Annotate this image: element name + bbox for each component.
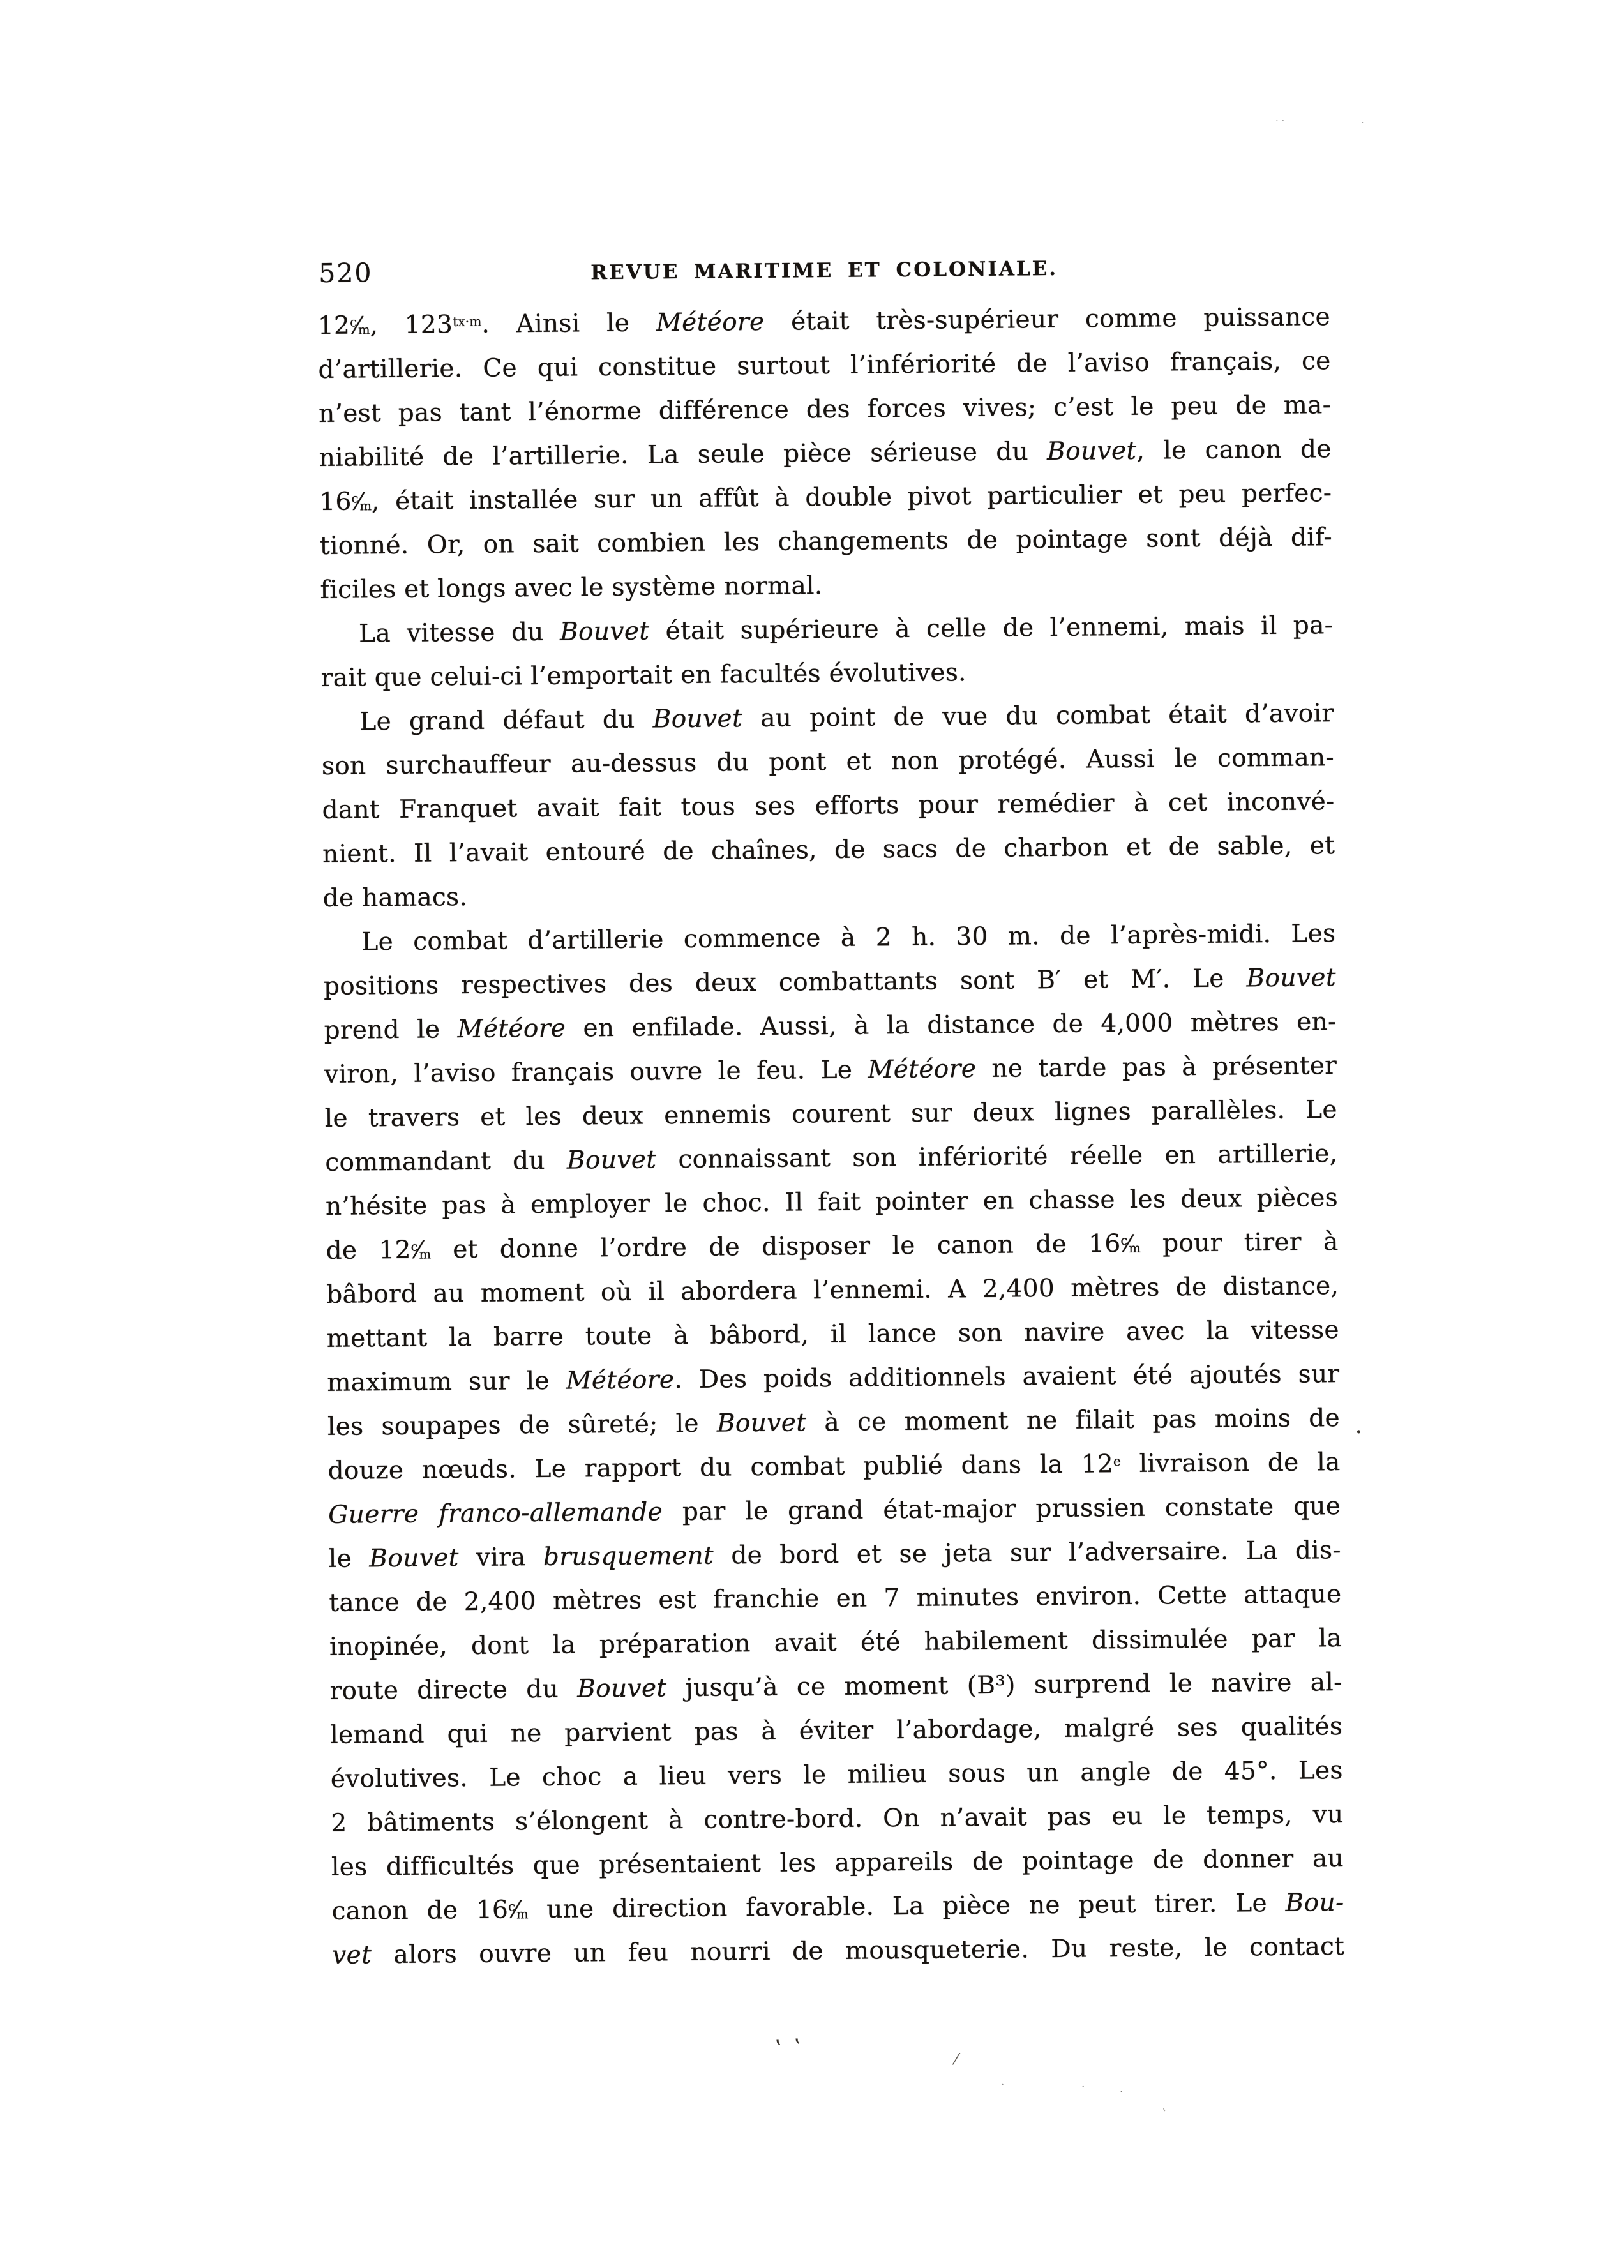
plain-text: alors ouvre un feu nourri de mousqueterie. Du reste, le contact	[372, 1932, 1345, 1970]
plain-text: n’hésite pas à employer le choc. Il fait pointer en chasse les deux pièces	[325, 1183, 1339, 1221]
plain-text: le travers et les deux ennemis courent sur deux lignes parallèles. Le	[324, 1095, 1337, 1133]
scan-speck: ·	[1361, 117, 1364, 128]
plain-text: de 12	[326, 1235, 411, 1265]
plain-text: de bord et se jeta sur l’adversaire. La dis-	[713, 1536, 1341, 1570]
plain-text: une direction favorable. La pièce ne peut tirer. Le	[528, 1888, 1286, 1925]
cm-fraction: $^c⁄_m$	[351, 488, 372, 516]
cm-fraction: $^c⁄_m$	[350, 312, 370, 340]
plain-text: au point de vue du combat était d’avoir	[742, 699, 1334, 733]
plain-text: , 123	[370, 310, 453, 340]
plain-text: jusqu’à ce moment (B³) surprend le navire al-	[666, 1668, 1342, 1703]
plain-text: ne tarde pas à présenter	[976, 1051, 1337, 1084]
plain-text: n’est pas tant l’énorme différence des forces vives; c’est le peu de ma-	[318, 391, 1332, 428]
plain-text: dant Franquet avait fait tous ses efforts pour remédier à cet inconvé-	[322, 787, 1335, 825]
scan-speck: ʽ	[1162, 2105, 1166, 2121]
plain-text: connaissant son infériorité réelle en artillerie,	[656, 1139, 1338, 1175]
italic-text: Bouvet	[559, 617, 650, 647]
plain-text: à ce moment ne filait pas moins de	[806, 1404, 1341, 1438]
plain-text: viron, l’aviso français ouvre le feu. Le	[324, 1055, 868, 1089]
text-line	[332, 1925, 1345, 1978]
plain-text: vira	[458, 1542, 544, 1573]
plain-text: et donne l’ordre de disposer le canon de 16	[430, 1229, 1121, 1265]
page-header	[317, 246, 1330, 291]
italic-text: Bouvet	[652, 704, 743, 734]
plain-text: tionné. Or, on sait combien les changements de pointage sont déjà dif-	[319, 523, 1333, 560]
scan-speck: ‛	[775, 2036, 782, 2061]
scan-speck: .	[1355, 1410, 1363, 1439]
plain-text: Le grand défaut du	[359, 705, 653, 737]
plain-text: 16	[319, 487, 352, 516]
scan-speck: ·	[1081, 2081, 1085, 2094]
italic-text: Météore	[566, 1365, 675, 1395]
plain-text: évolutives. Le choc a lieu vers le milieu sous un angle de 45°. Les	[330, 1756, 1343, 1794]
plain-text: prend le	[324, 1015, 458, 1045]
italic-text: Bouvet	[566, 1145, 657, 1175]
plain-text: douze nœuds. Le rapport du combat publié dans la 12	[327, 1450, 1114, 1485]
page-content	[317, 246, 1344, 1978]
plain-text: rait que celui-ci l’emportait en facultés évolutives.	[320, 658, 966, 693]
italic-text: Guerre franco-allemande	[328, 1498, 663, 1529]
plain-text: son surchauffeur au-dessus du pont et non protégé. Aussi le comman-	[321, 743, 1335, 781]
plain-text: La vitesse du	[358, 617, 560, 649]
plain-text: le	[328, 1544, 370, 1573]
italic-text: Bouvet	[369, 1543, 459, 1573]
plain-text: était supérieure à celle de l’ennemi, mais il pa-	[649, 611, 1334, 646]
cm-fraction: $^c⁄_m$	[1120, 1229, 1141, 1258]
plain-text: niabilité de l’artillerie. La seule pièce sérieuse du	[319, 437, 1048, 472]
plain-text: , le canon de	[1136, 435, 1332, 465]
plain-text: . Ainsi le	[481, 308, 656, 339]
plain-text: d’artillerie. Ce qui constitue surtout l’infériorité de l’aviso français, ce	[318, 347, 1331, 384]
plain-text: de hamacs.	[322, 882, 468, 913]
plain-text: , était installée sur un affût à double pivot particulier et peu perfec-	[371, 479, 1332, 516]
italic-text: Bouvet	[1046, 436, 1137, 467]
plain-text: par le grand état-major prussien constate que	[662, 1492, 1341, 1527]
plain-text: ficiles et longs avec le système normal.	[320, 571, 823, 605]
text-line	[320, 603, 1334, 656]
italic-text: Météore	[656, 307, 765, 338]
italic-text: brusquement	[543, 1541, 714, 1572]
plain-text: positions respectives des deux combattants sont B′ et M′. Le	[323, 964, 1247, 1001]
superscript-text: e	[1113, 1453, 1122, 1469]
plain-text: commandant du	[325, 1146, 568, 1177]
scan-speck: ⁄	[955, 2050, 958, 2068]
plain-text: livraison de la	[1120, 1448, 1341, 1479]
page-number: 520	[319, 257, 373, 289]
italic-text: Bouvet	[716, 1408, 807, 1438]
italic-text: Bouvet	[576, 1674, 667, 1704]
italic-text: vet	[332, 1941, 372, 1970]
scan-speck: · ·	[1275, 115, 1285, 126]
plain-text: inopinée, dont la préparation avait été habilement dissimulée par la	[329, 1624, 1342, 1662]
italic-text: Bouvet	[1246, 963, 1337, 993]
text-line	[320, 515, 1333, 568]
scan-speck: ‛	[794, 2034, 801, 2060]
plain-text: les difficultés que présentaient les appareils de pointage de donner au	[331, 1844, 1344, 1882]
plain-text: les soupapes de sûreté; le	[327, 1409, 718, 1441]
superscript-text: tx·m	[453, 313, 482, 330]
plain-text: tance de 2,400 mètres est franchie en 7 minutes environ. Cette attaque	[329, 1580, 1342, 1618]
cm-fraction: $^c⁄_m$	[410, 1236, 432, 1264]
cm-fraction: $^c⁄_m$	[508, 1896, 529, 1924]
plain-text: était très-supérieur comme puissance	[764, 303, 1331, 336]
plain-text: nient. Il l’avait entouré de chaînes, de sacs de charbon et de sable, et	[322, 831, 1335, 869]
plain-text: route directe du	[329, 1674, 578, 1706]
plain-text: Le combat d’artillerie commence à 2 h. 30 m. de l’après-midi. Les	[361, 919, 1336, 957]
plain-text: 12	[317, 311, 350, 340]
plain-text: maximum sur le	[327, 1366, 566, 1397]
italic-text: Bou-	[1285, 1888, 1344, 1918]
plain-text: lemand qui ne parvient pas à éviter l’abordage, malgré ses qualités	[330, 1712, 1343, 1750]
plain-text: mettant la barre toute à bâbord, il lance son navire avec la vitesse	[326, 1316, 1339, 1353]
plain-text: en enfilade. Aussi, à la distance de 4,000 mètres en-	[566, 1007, 1337, 1043]
plain-text: pour tirer à	[1140, 1228, 1339, 1258]
scan-speck: ·	[1120, 2086, 1124, 2099]
plain-text: . Des poids additionnels avaient été ajoutés sur	[674, 1360, 1340, 1395]
running-title: REVUE MARITIME ET COLONIALE.	[590, 257, 1058, 285]
scan-speck: ·	[1001, 2078, 1005, 2091]
text-body	[318, 295, 1345, 1978]
text-line	[322, 823, 1335, 876]
plain-text: canon de 16	[331, 1895, 509, 1926]
italic-text: Météore	[868, 1055, 977, 1085]
italic-text: Météore	[457, 1014, 566, 1044]
plain-text: bâbord au moment où il abordera l’ennemi. A 2,400 mètres de distance,	[326, 1272, 1339, 1309]
plain-text: 2 bâtiments s’élongent à contre-bord. On n’avait pas eu le temps, vu	[331, 1800, 1344, 1838]
